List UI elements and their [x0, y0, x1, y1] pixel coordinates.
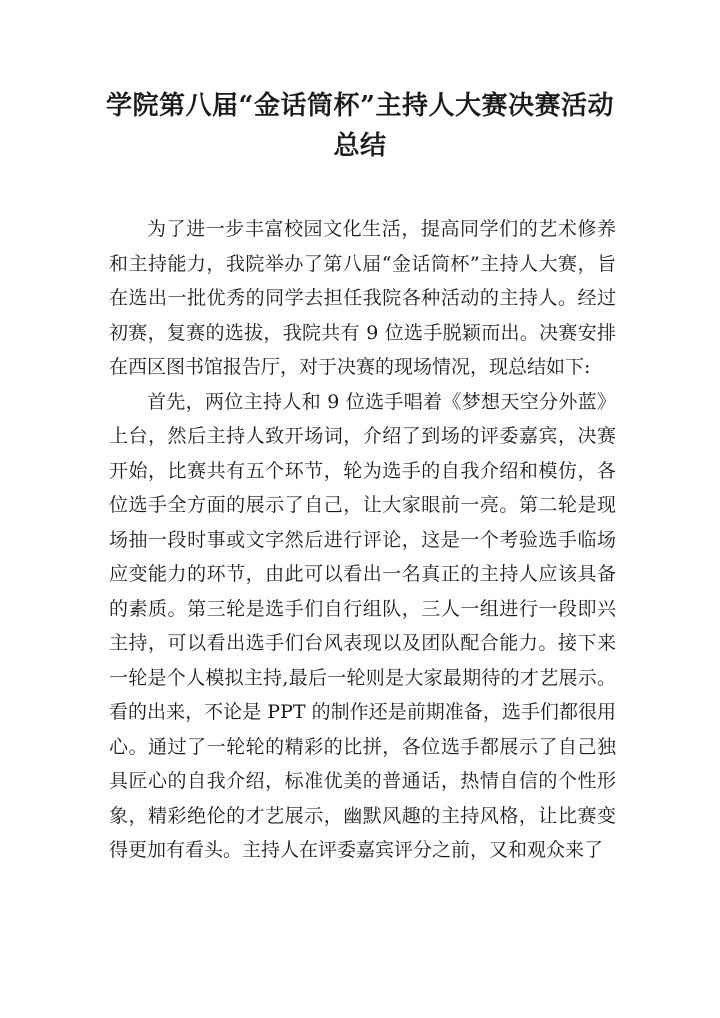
document-title: 学院第八届“金话筒杯”主持人大赛决赛活动总结	[106, 91, 614, 161]
paragraph-intro: 为了进一步丰富校园文化生活，提高同学们的艺术修养和主持能力，我院举办了第八届“金话筒杯”主持人大赛，旨在选出一批优秀的同学去担任我院各种活动的主持人。经过初赛，复赛的选拔，我院共有 9 位选手脱颖而出。决赛安排在西区图书馆报告厅，对于决赛的现场情况，现总结如下:	[109, 218, 616, 378]
paragraph-process: 首先，两位主持人和 9 位选手唱着《梦想天空分外蓝》上台，然后主持人致开场词，介绍了到场的评委嘉宾，决赛开始，比赛共有五个环节，轮为选手的自我介绍和模仿，各位选手全方面的展示了自己，让大家眼前一亮。第二轮是现场抽一段时事或文字然后进行评论，这是一个考验选手临场应变能力的环节，由此可以看出一名真正的主持人应该具备的素质。第三轮是选手们自行组队，三人一组进行一段即兴主持，可以看出选手们台风表现以及团队配合能力。接下来一轮是个人模拟主持,最后一轮则是大家最期待的才艺展示。看的出来，不论是 PPT 的制作还是前期准备，选手们都很用心。通过了一轮轮的精彩的比拼，各位选手都展示了自己独具匠心的自我介绍，标准优美的普通话，热情自信的个性形象，精彩绝伦的才艺展示，幽默风趣的主持风格，让比赛变得更加有看头。主持人在评委嘉宾评分之前，又和观众来了	[109, 390, 616, 861]
document-body	[109, 212, 616, 868]
